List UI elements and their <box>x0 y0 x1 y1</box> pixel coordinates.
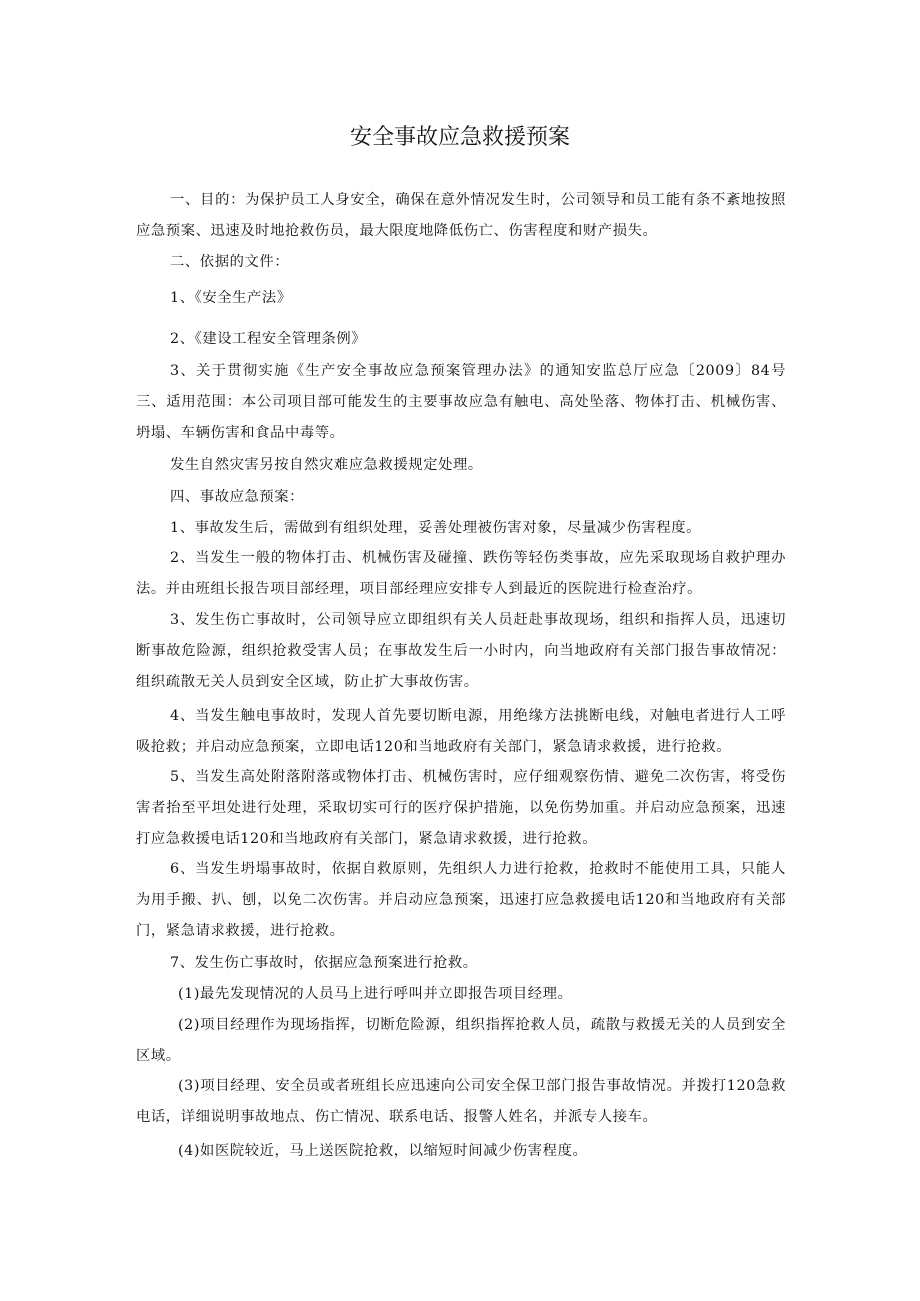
paragraph-plan-item-1: 1、事故发生后，需做到有组织处理，妥善处理被伤害对象，尽量减少伤害程度。 <box>170 520 702 536</box>
paragraph-basis-item-3: 3、关于贯彻实施《生产安全事故应急预案管理办法》的通知安监总厅应急〔2009〕84号三、适用范围：本公司项目部可能发生的主要事故应急有触电、高处坠落、物体打击、机械伤害、坍塌、车辆伤害和食品中毒等。 <box>136 363 786 441</box>
paragraph-substep-3: (3)项目经理、安全员或者班组长应迅速向公司安全保卫部门报告事故情况。并拨打120急救电话，详细说明事故地点、伤亡情况、联系电话、报警人姓名，并派专人接车。 <box>136 1078 786 1125</box>
paragraph-substep-2: (2)项目经理作为现场指挥，切断危险源，组织指挥抢救人员，疏散与救援无关的人员到安全区域。 <box>136 1017 786 1064</box>
paragraph-purpose: 一、目的：为保护员工人身安全，确保在意外情况发生时，公司领导和员工能有条不紊地按照应急预案、迅速及时地抢救伤员，最大限度地降低伤亡、伤害程度和财产损失。 <box>136 192 786 239</box>
paragraph-natural-disaster: 发生自然灾害另按自然灾难应急救援规定处理。 <box>170 457 483 473</box>
paragraph-plan-item-7: 7、发生伤亡事故时，依据应急预案进行抢救。 <box>170 955 478 971</box>
paragraph-plan-item-6: 6、当发生坍塌事故时，依据自救原则，先组织人力进行抢救，抢救时不能使用工具，只能人为用手搬、扒、刨，以免二次伤害。并启动应急预案，迅速打应急救援电话120和当地政府有关部门，紧急请求救援，进行抢救。 <box>136 861 786 939</box>
paragraph-plan-item-4: 4、当发生触电事故时，发现人首先要切断电源，用绝缘方法挑断电线，对触电者进行人工呼吸抢救；并启动应急预案，立即电话120和当地政府有关部门，紧急请求救援，进行抢救。 <box>136 708 786 755</box>
paragraph-basis-item-2: 2、《建设工程安全管理条例》 <box>170 331 367 347</box>
paragraph-plan-item-3: 3、发生伤亡事故时，公司领导应立即组织有关人员赶赴事故现场，组织和指挥人员，迅速切断事故危险源，组织抢救受害人员；在事故发生后一小时内，向当地政府有关部门报告事故情况：组织疏散无关人员到安全区域，防止扩大事故伤害。 <box>136 612 786 690</box>
paragraph-substep-4: (4)如医院较近，马上送医院抢救，以缩短时间减少伤害程度。 <box>178 1143 588 1159</box>
paragraph-substep-1: (1)最先发现情况的人员马上进行呼叫并立即报告项目经理。 <box>178 986 573 1002</box>
paragraph-basis-heading: 二、依据的文件： <box>170 254 290 270</box>
paragraph-plan-heading: 四、事故应急预案： <box>170 489 305 505</box>
document-title: 安全事故应急救援预案 <box>349 125 570 150</box>
paragraph-plan-item-2: 2、当发生一般的物体打击、机械伤害及碰撞、跌伤等轻伤类事故，应先采取现场自救护理办法。并由班组长报告项目部经理，项目部经理应安排专人到最近的医院进行检查治疗。 <box>136 550 786 597</box>
paragraph-plan-item-5: 5、当发生高处附落附落或物体打击、机械伤害时，应仔细观察伤情、避免二次伤害，将受伤害者抬至平坦处进行处理，采取切实可行的医疗保护措施，以免伤势加重。并启动应急预案，迅速打应急救援电话120和当地政府有关部门，紧急请求救援，进行抢救。 <box>136 769 786 847</box>
paragraph-basis-item-1: 1、《安全生产法》 <box>170 290 292 306</box>
